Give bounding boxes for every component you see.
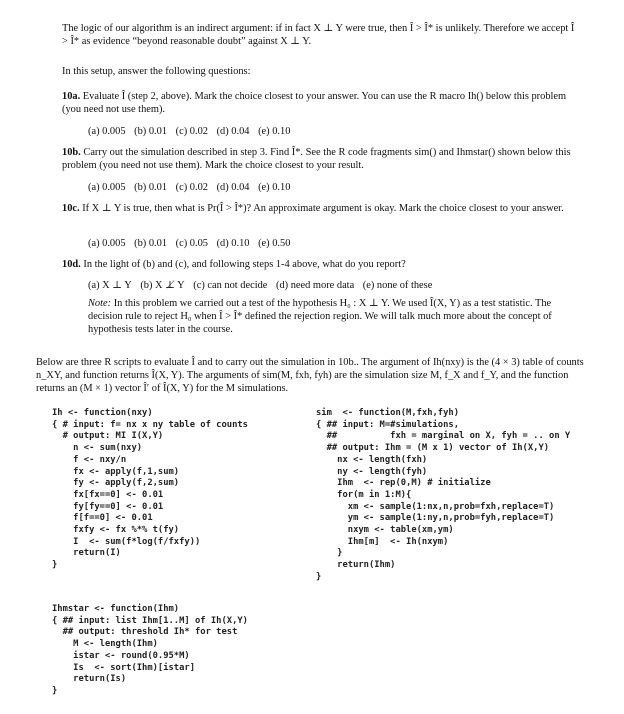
question-number: 10d. (62, 259, 81, 270)
choice-a[interactable]: (a) 0.005 (88, 126, 126, 137)
choice-b[interactable]: (b) 0.01 (134, 238, 168, 249)
choice-d[interactable]: (d) 0.04 (216, 126, 250, 137)
setup-paragraph: In this setup, answer the following questions: (62, 66, 251, 77)
question-number: 10c. (62, 203, 80, 214)
choice-c[interactable]: (c) 0.02 (175, 126, 208, 137)
choices-10b (88, 181, 296, 194)
choices-10a (88, 125, 296, 138)
choices-10d (88, 279, 438, 292)
choice-b[interactable]: (b) X ⊥̸ Y (140, 280, 185, 291)
question-10d (62, 258, 582, 271)
choice-e[interactable]: (e) 0.10 (258, 126, 291, 137)
choice-c[interactable]: (c) can not decide (193, 280, 268, 291)
choice-b[interactable]: (b) 0.01 (134, 126, 168, 137)
scripts-intro-paragraph: Below are three R scripts to evaluate Î and to carry out the simulation in 10b.. The argument of Ih(nxy) is the (4 × 3) table of counts n_XY, and function returns Î(X, Y). The arguments of sim(M, fxh, fyh) are the simulation size M, f_X and f_Y, and the function returns an (M × 1) vector Î′ of Î(X, Y) for the M simulations. (36, 357, 584, 394)
code-ih-function: Ih <- function(nxy) { # input: f= nx x ny table of counts # output: MI I(X,Y) n <- sum(nxy) f <- nxy/n fx <- apply(f,1,sum) fy <- apply(f,2,sum) fx[fx==0] <- 0.01 fy[fy==0] <- 0.01 f[f==0] <- 0.01 fxfy <- fx %*% t(fy) I <- sum(f*log(f/fxfy)) return(I) } (52, 408, 248, 571)
choice-a[interactable]: (a) 0.005 (88, 238, 126, 249)
question-10b (62, 146, 582, 172)
question-10c (62, 202, 582, 215)
question-10a (62, 90, 582, 116)
choice-d[interactable]: (d) need more data (276, 280, 355, 291)
choice-c[interactable]: (c) 0.05 (175, 238, 208, 249)
code-ihmstar-function: Ihmstar <- function(Ihm) { ## input: list Ihm[1..M] of Ih(X,Y) ## output: threshold Ih* for test M <- length(Ihm) istar <- round(0.95*M) Is <- sort(Ihm)[istar] return(Is) } (52, 604, 248, 696)
note-label: Note: (88, 298, 112, 309)
question-text: If X ⊥ Y is true, then what is Pr(Î > Î*)? An approximate argument is okay. Mark the choice closest to your answer. (82, 203, 564, 214)
question-text: In the light of (b) and (c), and following steps 1-4 above, what do you report? (83, 259, 406, 270)
choice-a[interactable]: (a) 0.005 (88, 182, 126, 193)
code-sim-function: sim <- function(M,fxh,fyh) { ## input: M=#simulations, ## fxh = marginal on X, fyh = .. on Y ## output: Ihm = (M x 1) vector of Ih(X,Y) nx <- length(fxh) ny <- length(fyh) Ihm <- rep(0,M) # initialize for(m in 1:M){ xm <- sample(1:nx,n,prob=fxh,replace=T) ym <- sample(1:ny,n,prob=fyh,replace=T) nxym <- table(xm,ym) Ihm[m] <- Ih(nxym) } return(Ihm) } (316, 408, 571, 582)
choice-b[interactable]: (b) 0.01 (134, 182, 168, 193)
question-text: Carry out the simulation described in step 3. Find Î*. See the R code fragments sim() and Ihmstar() shown below this problem (you need not use them). Mark the choice closest to your result. (62, 147, 571, 171)
choice-e[interactable]: (e) 0.50 (258, 238, 291, 249)
intro-logic-paragraph: The logic of our algorithm is an indirect argument: if in fact X ⊥ Y were true, then Î > Î* is unlikely. Therefore we accept Î > Î* as evidence “beyond reasonable doubt” against X ⊥ Y. (62, 23, 575, 47)
choices-10c (88, 237, 296, 250)
choice-a[interactable]: (a) X ⊥ Y (88, 280, 132, 291)
choice-d[interactable]: (d) 0.04 (216, 182, 250, 193)
note-10d (88, 297, 582, 336)
note-text: In this problem we carried out a test of the hypothesis H₀ : X ⊥ Y. We used Î(X, Y) as a test statistic. The decision rule to reject H₀ when Î > Î* defined the rejection region. We will talk much more about the concept of hypothesis tests later in the course. (88, 298, 552, 335)
choice-e[interactable]: (e) 0.10 (258, 182, 291, 193)
choice-c[interactable]: (c) 0.02 (175, 182, 208, 193)
choice-e[interactable]: (e) none of these (362, 280, 433, 291)
question-text: Evaluate Î (step 2, above). Mark the choice closest to your answer. You can use the R macro Ih() below this problem (you need not use them). (62, 91, 567, 115)
choice-d[interactable]: (d) 0.10 (216, 238, 250, 249)
question-number: 10a. (62, 91, 81, 102)
question-number: 10b. (62, 147, 81, 158)
